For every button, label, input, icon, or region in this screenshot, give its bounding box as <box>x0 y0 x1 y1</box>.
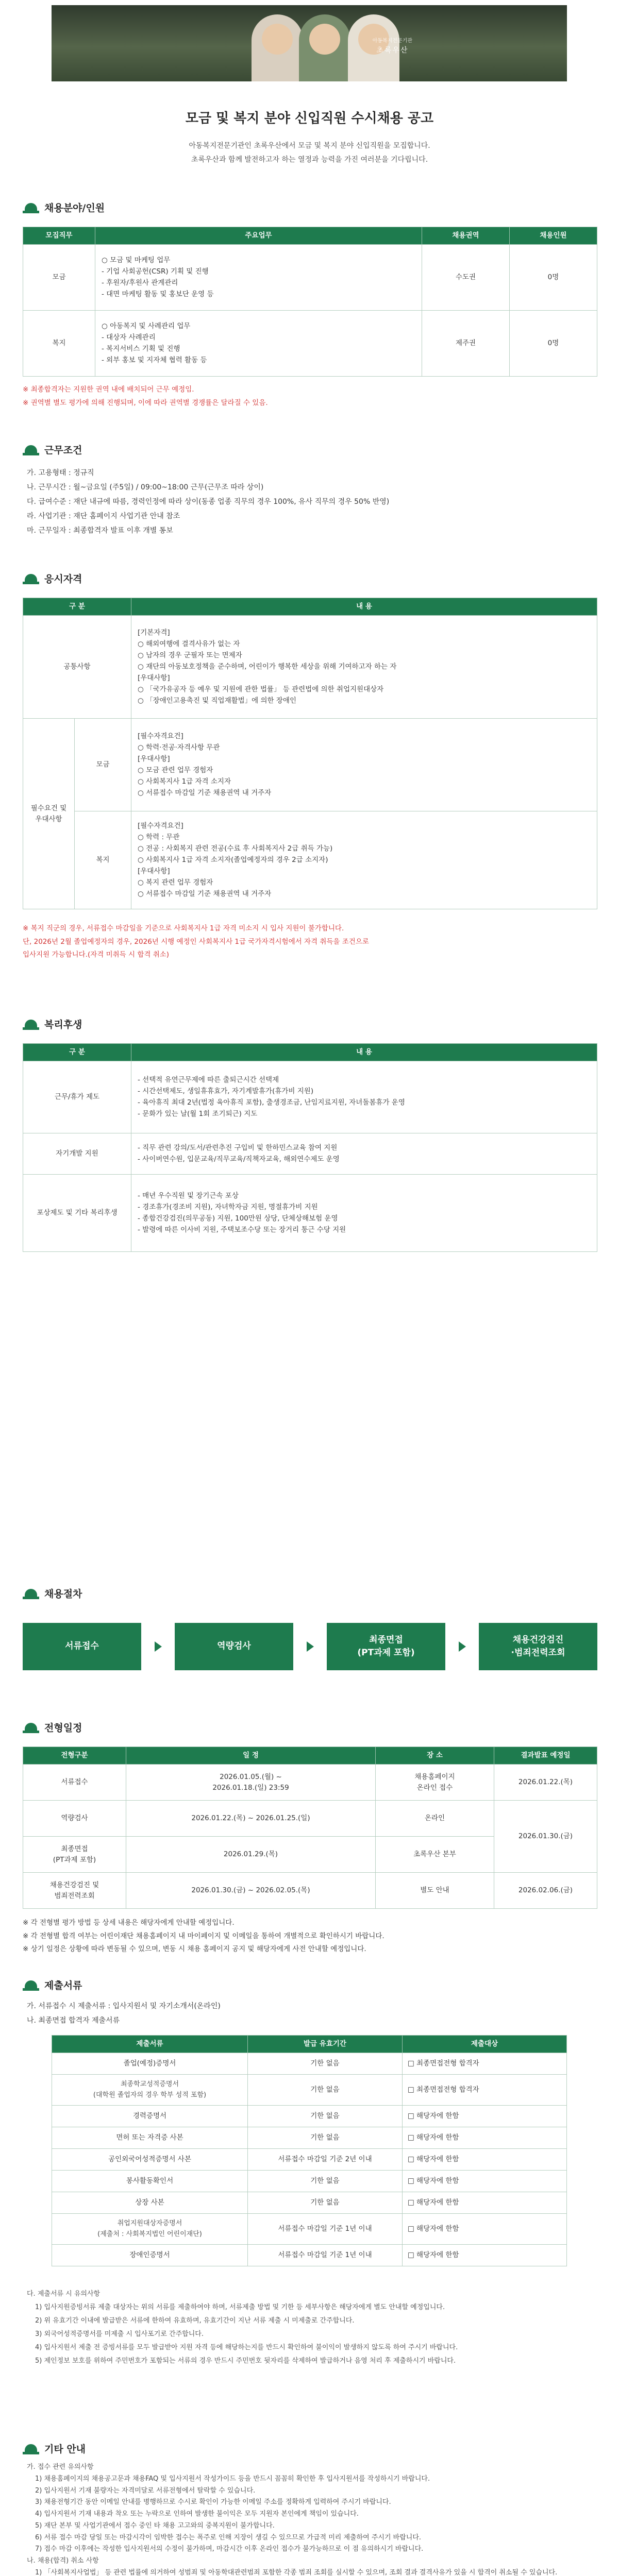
valid-cell: 기한 없음 <box>248 2075 403 2106</box>
place-cell: 초록우산 본부 <box>376 1837 494 1873</box>
umbrella-icon <box>23 1980 39 1992</box>
content-item: - 직무 관련 강의/도서/관련추진 구입비 및 한하민스교육 참여 지원 <box>138 1144 338 1153</box>
content-item: - 시간선택제도, 생일휴휴효가, 자기계발휴가(휴가비 지원) <box>138 1087 314 1096</box>
content-item: ○ 전공 : 사회복지 관련 전공(수료 후 사회복지사 2급 취득 가능) <box>138 844 333 853</box>
note-line: ※ 권역별 별도 평가에 의해 진행되며, 이에 따라 권역별 경쟁률은 달라질 수 있음. <box>23 398 268 407</box>
date-cell: 2026.01.22.(목) ~ 2026.01.25.(일) <box>126 1801 376 1837</box>
table-header: 제출대상 <box>403 2036 567 2053</box>
target-cell: □ 최종면접전형 합격자 <box>403 2075 567 2106</box>
duty-item: - 대면 마케팅 활동 및 홍보단 운영 등 <box>102 290 214 298</box>
intro-line: 초록우산과 함께 발전하고자 하는 열정과 능력을 가진 여러분을 기다립니다. <box>191 155 428 164</box>
content-item: ○ 남자의 경우 군필자 또는 면제자 <box>138 651 242 660</box>
section-docs <box>23 1978 82 1993</box>
etc-item: 가. 접수 관련 유의사항 <box>27 2463 94 2471</box>
content-item: ○ 해외여행에 결격사유가 없는 자 <box>138 640 240 649</box>
qualify-table <box>23 598 597 909</box>
section-title: 채용분야/인원 <box>44 202 105 214</box>
section-recruit <box>23 201 105 216</box>
duty-item: - 복지서비스 기획 및 진행 <box>102 345 180 353</box>
content-item: ○ 「국가유공자 등 예우 및 지원에 관한 법률」 등 관련법에 의한 취업지원대상자 <box>138 685 384 693</box>
duty-item: ○ 아동복지 및 사례관리 업무 <box>102 322 191 331</box>
date-cell: 2026.01.05.(월) ~ 2026.01.18.(일) 23:59 <box>126 1765 376 1801</box>
table-row <box>52 2214 567 2245</box>
table-row <box>52 2149 567 2171</box>
table-header: 채용권역 <box>422 227 510 245</box>
process-flow <box>23 1623 597 1670</box>
hero-child-illustration <box>252 14 303 81</box>
condition-item: 다. 급여수준 : 재단 내규에 따름, 경력인정에 따라 상이(동종 업종 직무의 경우 100%, 유사 직무의 경우 50% 반영) <box>27 498 390 506</box>
content-item: ○ 학력·전공·자격사항 무관 <box>138 743 220 752</box>
date-cell: 2026.01.29.(목) <box>126 1837 376 1873</box>
place-cell: 별도 안내 <box>376 1873 494 1909</box>
target-cell: □ 해당자에 한함 <box>403 2171 567 2192</box>
note-line: 단, 2026년 2월 졸업예정자의 경우, 2026년 시행 예정인 사회복지사 1급 국가자격시험에서 자격 취득을 조건으로 <box>23 937 369 946</box>
content-cell <box>131 719 597 811</box>
duty-cell <box>95 311 422 377</box>
process-step: 최종면접 (PT과제 포함) <box>327 1623 445 1670</box>
process-step: 서류접수 <box>23 1623 141 1670</box>
table-row <box>52 2106 567 2127</box>
target-cell: □ 해당자에 한함 <box>403 2127 567 2149</box>
content-item: ○ 복지 관련 업무 경험자 <box>138 878 213 887</box>
section-conditions <box>23 443 82 458</box>
duty-item: - 대상자 사례관리 <box>102 333 156 342</box>
schedule-notes <box>23 1917 384 1956</box>
etc-list <box>27 2462 589 2576</box>
content-item: - 발령에 따른 이사비 지원, 주택보조수당 또는 장거리 통근 수당 지원 <box>138 1225 346 1234</box>
section-title: 기타 안내 <box>44 2444 86 2455</box>
arrow-right-icon <box>445 1641 479 1652</box>
target-cell: □ 최종면접전형 합격자 <box>403 2053 567 2075</box>
docs-note: 4) 입사지원서 제출 전 증빙서류를 모두 발급받아 지원 자격 등에 해당하는지를 반드시 확인하여 불이익이 발생하지 않도록 하여 주시기 바랍니다. <box>35 2344 458 2351</box>
table-row <box>52 2053 567 2075</box>
docs-note: 2) 위 유효기간 이내에 발급받은 서류에 한하여 유효하며, 유효기간이 지난 서류 제출 시 미제출로 간주합니다. <box>35 2317 355 2325</box>
count-cell: 0명 <box>510 311 597 377</box>
valid-cell: 기한 없음 <box>248 2106 403 2127</box>
section-title: 응시자격 <box>44 573 82 585</box>
note-line: 입사지원 가능합니다.(자격 미취득 시 합격 취소) <box>23 951 170 959</box>
process-step: 채용건강검진 ·범죄전력조회 <box>479 1623 597 1670</box>
recruit-notes <box>23 383 268 410</box>
table-row <box>23 1133 597 1175</box>
note-line: ※ 각 전형별 합격 여부는 어린이재단 채용홈페이지 내 마이페이지 및 이메일을 통하여 개별적으로 확인하시기 바랍니다. <box>23 1931 384 1940</box>
arrow-right-icon <box>141 1641 175 1652</box>
table-row <box>52 2245 567 2266</box>
content-cell <box>131 1133 597 1175</box>
doc-cell: 상장 사본 <box>52 2192 248 2214</box>
content-item: ○ 사회복지사 1급 자격 소지자 <box>138 777 231 786</box>
target-cell: □ 해당자에 한함 <box>403 2106 567 2127</box>
section-schedule <box>23 1721 82 1736</box>
stage-cell: 역량검사 <box>23 1801 126 1837</box>
section-title: 근무조건 <box>44 445 82 456</box>
duty-cell <box>95 245 422 311</box>
condition-item: 라. 사업기관 : 재단 홈페이지 사업기관 안내 참조 <box>27 512 180 520</box>
content-item: - 종합건강검진(의무공동) 지원, 100만원 상당, 단체상해보험 운영 <box>138 1214 338 1223</box>
hero-child-illustration <box>299 14 350 81</box>
valid-cell: 기한 없음 <box>248 2171 403 2192</box>
welfare-table <box>23 1043 597 1252</box>
stage-cell: 채용건강검진 및 범죄전력조회 <box>23 1873 126 1909</box>
target-cell: □ 해당자에 한함 <box>403 2192 567 2214</box>
note-line: ※ 복지 직군의 경우, 서류접수 마감일을 기준으로 사회복지사 1급 자격 미소지 시 입사 지원이 불가합니다. <box>23 924 344 933</box>
content-item: ○ 재단의 아동보호정책을 준수하며, 어린이가 행복한 세상을 위해 기여하고자 하는 자 <box>138 663 397 671</box>
umbrella-icon <box>23 445 39 456</box>
row-label: 자기개발 지원 <box>23 1133 131 1175</box>
table-header: 내 용 <box>131 1044 597 1061</box>
docs-note: 3) 외국어성적증명서를 미제출 시 입사포기로 간주합니다. <box>35 2330 204 2338</box>
table-row <box>23 245 597 311</box>
etc-item: 1) 「사회복지사업법」 등 관련 법률에 의거하여 성범죄 및 아동학대관련범죄 포함한 각종 범죄 조회를 실시할 수 있으며, 조회 결과 결격사유가 있을 시 합격이 취소될 수 있습니다. <box>35 2568 558 2576</box>
place-cell: 온라인 <box>376 1801 494 1837</box>
table-header: 내 용 <box>131 598 597 616</box>
doc-cell: 면허 또는 자격증 사본 <box>52 2127 248 2149</box>
section-title: 복리후생 <box>44 1019 82 1030</box>
section-qualify <box>23 572 82 587</box>
valid-cell: 기한 없음 <box>248 2192 403 2214</box>
logo <box>373 37 412 56</box>
etc-item: 6) 서류 접수 마감 당일 또는 마감시각이 임박한 접수는 폭주로 인해 지장이 생길 수 있으므로 가급적 미리 제출하여 주시기 바랍니다. <box>35 2533 422 2541</box>
row-label: 근무/휴가 제도 <box>23 1061 131 1133</box>
table-row <box>23 1873 597 1909</box>
content-item: [필수자격요건] <box>138 822 183 831</box>
region-cell: 제주권 <box>422 311 510 377</box>
doc-cell: 취업지원대상자증명서 (제출처 : 사회복지법인 어린이재단) <box>52 2214 248 2245</box>
etc-item: 3) 채용전형기간 동안 이메일 안내를 병행하므로 수시로 확인이 가능한 이메일 주소를 정확하게 입력하여 주시기 바랍니다. <box>35 2498 391 2506</box>
content-item: ○ 학력 : 무관 <box>138 833 180 842</box>
docs-notes <box>27 2287 589 2368</box>
target-cell: □ 해당자에 한함 <box>403 2149 567 2171</box>
section-process <box>23 1587 82 1602</box>
table-header: 모집직무 <box>23 227 95 245</box>
docs-note: 5) 제인정보 보호를 위하여 주민번호가 포함되는 서류의 경우 반드시 주민번호 뒷자리를 삭제하여 발급하거나 음영 처리 후 제출하시기 바랍니다. <box>35 2357 456 2365</box>
conditions-list <box>27 466 389 538</box>
table-row <box>23 311 597 377</box>
content-item: [우대사항] <box>138 673 170 682</box>
doc-cell: 봉사활동확인서 <box>52 2171 248 2192</box>
hero-banner <box>52 5 567 81</box>
arrow-right-icon <box>293 1641 327 1652</box>
section-title: 채용절차 <box>44 1588 82 1600</box>
doc-cell: 경력증명서 <box>52 2106 248 2127</box>
section-title: 전형일정 <box>44 1722 82 1734</box>
etc-item: 1) 채용홈페이지의 채용공고문과 채용FAQ 및 입사지원서 작성가이드 등을 반드시 꼼꼼히 확인한 후 입사지원서를 작성하시기 바랍니다. <box>35 2475 430 2483</box>
row-label: 포상제도 및 기타 복리후생 <box>23 1175 131 1252</box>
duty-item: - 외부 홍보 및 지자체 협력 활동 등 <box>102 355 207 364</box>
valid-cell: 기한 없음 <box>248 2053 403 2075</box>
stage-cell: 최종면접 (PT과제 포함) <box>23 1837 126 1873</box>
logo-sub: 아동복지전문기관 <box>372 38 412 44</box>
doc-cell: 졸업(예정)증명서 <box>52 2053 248 2075</box>
result-cell: 2026.01.30.(금) <box>494 1801 597 1873</box>
content-item: - 경조휴가(경조비 지원), 자녀학자금 지원, 명절휴가비 지원 <box>138 1203 318 1212</box>
result-cell: 2026.02.06.(금) <box>494 1873 597 1909</box>
content-item: [필수자격요건] <box>138 732 183 741</box>
content-item: - 선택적 유연근무제에 따른 출퇴근시간 선택제 <box>138 1076 279 1084</box>
content-cell <box>131 1175 597 1252</box>
recruit-table <box>23 227 597 377</box>
content-item: - 육아휴직 최대 2년(법정 육아휴직 포함), 출생경조금, 난임지료지원, 자녀돌봄휴가 운영 <box>138 1098 405 1107</box>
valid-cell: 서류접수 마감일 기준 1년 이내 <box>248 2214 403 2245</box>
condition-item: 가. 고용형태 : 정규직 <box>27 469 94 477</box>
content-item: - 매년 우수직원 및 장기근속 포상 <box>138 1192 239 1200</box>
content-item: ○ 「장애인고용촉진 및 직업재활법」에 의한 장애인 <box>138 696 297 705</box>
content-cell <box>131 811 597 909</box>
etc-item: 5) 재단 본부 및 사업기관에서 접수 중인 타 채용 고고와의 중복지원이 불가합니다. <box>35 2521 275 2530</box>
note-line: ※ 상기 일정은 상황에 따라 변동될 수 있으며, 변동 시 채용 홈페이지 공지 및 해당자에게 사전 안내할 예정입니다. <box>23 1945 366 1954</box>
table-row <box>23 1765 597 1801</box>
etc-item: 7) 접수 마감 이후에는 작성한 입사지원서의 수정이 불가하며, 마감시간 이후 온라인 접수가 불가능하므로 이 점 유의하시기 바랍니다. <box>35 2545 424 2553</box>
content-cell <box>131 616 597 719</box>
content-item: ○ 모금 관련 업무 경험자 <box>138 766 213 774</box>
umbrella-icon <box>23 1723 39 1734</box>
row-label: 공통사항 <box>23 616 131 719</box>
process-step: 역량검사 <box>175 1623 293 1670</box>
doc-cell: 최종학교성적증명서 (대학원 졸업자의 경우 학부 성적 포함) <box>52 2075 248 2106</box>
docs-intro <box>27 1999 221 2028</box>
date-cell: 2026.01.30.(금) ~ 2026.02.05.(목) <box>126 1873 376 1909</box>
content-item: - 사이버연수원, 입문교육/직무교육/직책자교육, 해외연수제도 운영 <box>138 1155 340 1163</box>
content-item: ○ 사회복지사 1급 자격 소지자(졸업예정자의 경우 2급 소지자) <box>138 856 328 865</box>
table-header: 구 분 <box>23 1044 131 1061</box>
condition-item: 나. 근무시간 : 월~금요일 (주5일) / 09:00~18:00 근무(근무조 따라 상이) <box>27 483 264 492</box>
table-row <box>52 2171 567 2192</box>
table-row <box>52 2127 567 2149</box>
table-row <box>23 616 597 719</box>
content-cell <box>131 1061 597 1133</box>
umbrella-icon <box>23 574 39 585</box>
page-title: 모금 및 복지 분야 신입직원 수시채용 공고 <box>185 111 434 126</box>
note-line: ※ 각 전형별 평가 방법 등 상세 내용은 해당자에게 안내할 예정입니다. <box>23 1919 235 1927</box>
schedule-table <box>23 1747 597 1909</box>
docs-note: 다. 제출서류 시 유의사항 <box>27 2290 101 2298</box>
table-row <box>23 1801 597 1837</box>
row-sublabel: 모금 <box>75 719 131 811</box>
region-cell: 수도권 <box>422 245 510 311</box>
table-header: 장 소 <box>376 1747 494 1765</box>
intro-line: 아동복지전문기관인 초록우산에서 모금 및 복지 분야 신입직원을 모집합니다. <box>189 142 430 150</box>
etc-item: 4) 입사지원서 기재 내용과 착오 또는 누락으로 인하여 발생한 불이익은 모두 지원자 본인에게 책임이 있습니다. <box>35 2510 359 2518</box>
table-header: 주요업무 <box>95 227 422 245</box>
stage-cell: 서류접수 <box>23 1765 126 1801</box>
table-header: 구 분 <box>23 598 131 616</box>
docs-intro-line: 가. 서류접수 시 제출서류 : 입사지원서 및 자기소개서(온라인) <box>27 2002 221 2010</box>
table-row <box>23 719 597 811</box>
target-cell: □ 해당자에 한함 <box>403 2245 567 2266</box>
job-cell: 복지 <box>23 311 95 377</box>
table-row <box>23 1061 597 1133</box>
section-welfare <box>23 1018 82 1032</box>
table-header: 제출서류 <box>52 2036 248 2053</box>
duty-item: ○ 모금 및 마케팅 업무 <box>102 256 171 265</box>
umbrella-icon <box>23 1020 39 1031</box>
count-cell: 0명 <box>510 245 597 311</box>
valid-cell: 서류접수 마감일 기준 1년 이내 <box>248 2245 403 2266</box>
result-cell: 2026.01.22.(목) <box>494 1765 597 1801</box>
table-header: 채용인원 <box>510 227 597 245</box>
table-row <box>52 2075 567 2106</box>
umbrella-icon <box>23 2444 39 2455</box>
place-cell: 채용홈페이지 온라인 접수 <box>376 1765 494 1801</box>
valid-cell: 서류접수 마감일 기준 2년 이내 <box>248 2149 403 2171</box>
table-header: 발급 유효기간 <box>248 2036 403 2053</box>
section-etc <box>23 2442 86 2457</box>
doc-cell: 공인외국어성적증명서 사본 <box>52 2149 248 2171</box>
logo-name: 초록우산 <box>376 46 409 55</box>
umbrella-icon <box>23 203 39 214</box>
table-header: 결과발표 예정일 <box>494 1747 597 1765</box>
table-header: 일 정 <box>126 1747 376 1765</box>
etc-item: 2) 입사지원서 기재 불량자는 자격미달로 서류전형에서 탈락할 수 있습니다. <box>35 2486 256 2495</box>
row-label: 필수요건 및 우대사항 <box>23 719 75 909</box>
row-sublabel: 복지 <box>75 811 131 909</box>
etc-item: 나. 채용(합격) 취소 사항 <box>27 2557 99 2565</box>
valid-cell: 기한 없음 <box>248 2127 403 2149</box>
job-cell: 모금 <box>23 245 95 311</box>
duty-item: - 후원자/후원사 관계관리 <box>102 279 178 287</box>
table-row <box>52 2192 567 2214</box>
doc-cell: 장애인증명서 <box>52 2245 248 2266</box>
content-item: [우대사항] <box>138 755 170 764</box>
qualify-notes <box>23 922 369 962</box>
docs-table <box>52 2035 567 2266</box>
docs-note: 1) 입사지원증빙서류 제출 대상자는 위의 서류를 제출하여야 하며, 서류제출 방법 및 기한 등 세부사항은 해당자에게 별도 안내할 예정입니다. <box>35 2303 445 2311</box>
content-item: [기본자격] <box>138 629 170 637</box>
note-line: ※ 최종합격자는 지원한 권역 내에 배치되어 근무 예정임. <box>23 385 194 394</box>
duty-item: - 기업 사회공헌(CSR) 기획 및 진행 <box>102 267 209 276</box>
table-row <box>23 1175 597 1252</box>
intro <box>0 139 619 166</box>
umbrella-icon <box>23 1589 39 1600</box>
content-item: ○ 서류접수 마감일 기준 채용권역 내 거주자 <box>138 788 272 797</box>
docs-intro-line: 나. 최종면접 합격자 제출서류 <box>27 2016 120 2025</box>
content-item: [우대사항] <box>138 867 170 875</box>
table-row <box>23 811 597 909</box>
table-header: 전형구분 <box>23 1747 126 1765</box>
content-item: - 문화가 있는 날(월 1회 조기퇴근) 지도 <box>138 1109 258 1118</box>
condition-item: 마. 근무일자 : 최종합격자 발표 이후 개별 통보 <box>27 527 173 535</box>
target-cell: □ 해당자에 한함 <box>403 2214 567 2245</box>
section-title: 제출서류 <box>44 1980 82 1991</box>
content-item: ○ 서류접수 마감일 기준 채용권역 내 거주자 <box>138 889 272 898</box>
